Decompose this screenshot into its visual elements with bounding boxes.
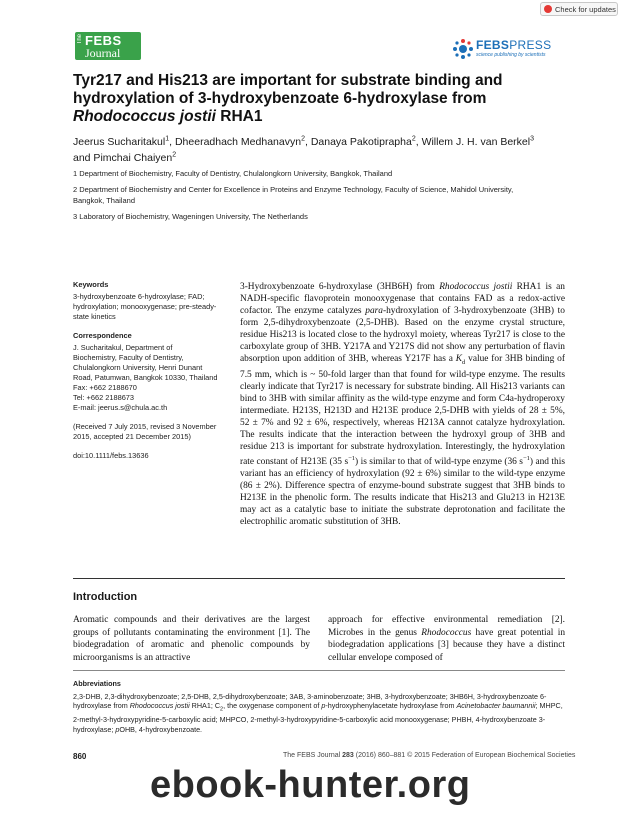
check-for-updates-label: Check for updates <box>555 4 616 14</box>
section-divider <box>73 578 565 579</box>
crossmark-icon <box>544 5 552 13</box>
received-block <box>73 422 233 442</box>
logo-journal: Journal <box>85 46 121 60</box>
abbreviations-divider <box>73 670 565 671</box>
received-line: 2015, accepted 21 December 2015) <box>73 432 191 441</box>
affiliation: 3 Laboratory of Biochemistry, Wageningen University, The Netherlands <box>73 212 308 221</box>
introduction-heading: Introduction <box>73 591 138 603</box>
logo-febs: FEBS <box>85 33 122 48</box>
article-title <box>73 72 573 126</box>
title-strain: RHA1 <box>215 108 263 125</box>
keywords-line: 3-hydroxybenzoate 6-hydroxylase; FAD; <box>73 292 205 301</box>
watermark: ebook-hunter.org <box>150 764 471 806</box>
correspondence-block <box>73 331 233 413</box>
febs-journal-logo <box>75 32 141 60</box>
keywords-line: state kinetics <box>73 312 116 321</box>
correspondence-line: J. Sucharitakul, Department of <box>73 343 173 352</box>
correspondence-line: Road, Patumwan, Bangkok 10330, Thailand <box>73 373 218 382</box>
febs-press-logo <box>452 38 557 64</box>
title-line-3 <box>73 108 573 126</box>
affiliation: 2 Department of Biochemistry and Center for Excellence in Proteins and Enzyme Technology, Faculty of Science, Mahidol University, <box>73 185 514 194</box>
correspondence-tel: Tel: +662 2188673 <box>73 393 135 402</box>
abstract: 3-Hydroxybenzoate 6-hydroxylase (3HB6H) from Rhodococcus jostii RHA1 is an NADH-specific flavoprotein monooxygenase that contains FAD as a redox-active cofactor. The enzyme catalyzes para-hydroxylation of 3-hydroxybenzoate (3HB) to form 2,5-dihydroxybenzoate (2,5-DHB). Based on the enzyme crystal structure, residue His213 is located close to the hydroxyl moiety, whereas Tyr217 is close to the carboxylate group of 3HB. Y217A and Y217S did not show any perturbation of flavin absorption upon addition of 3HB, whereas Y217F has a $K_d$ value for 3HB binding of 7.5 mm, which is ~ 50-fold larger than that found for wild-type enzyme. The results clearly indicate that Tyr217 is necessary for substrate binding. All His213 variants can bind to 3HB with similar affinity as the wild-type enzyme and form C4a-hydroperoxy intermediate. H213S, H213D and H213E produce 2,5-DHB with yields of 28 ± 5%, 52 ± 7% and 92 ± 6%, respectively, whereas H213A cannot catalyze hydroxylation. The results indicate that the interaction between the hydroxyl group of 3HB and residue 213 is important for substrate hydroxylation. Interestingly, the hydroxylation rate constant of H213E (35 $s^{-1}$) is similar to that of wild-type enzyme (36 $s^{-1}$) and this variant has an efficiency of hydroxylation (92 ± 6%) similar to the wild-type enzyme (86 ± 2%). Difference spectra of enzyme-bound substrate suggest that 3HB binds to H213E in the phenolic form. The results indicate that His213 and Glu213 in H213E may act as a catalytic base to initiate the substrate deprotonation and facilitate the electrophilic aromatic substitution of 3HB. <box>240 282 565 527</box>
title-species: Rhodococcus jostii <box>73 108 216 125</box>
keywords-line: hydroxylation; monooxygenase; pre-steady- <box>73 302 217 311</box>
author: and Pimchai Chaiyen$^2$ <box>73 151 177 164</box>
author: Danaya Pakotiprapha$^2$, <box>310 135 422 148</box>
introduction-column-2: approach for effective environmental remediation [2]. Microbes in the genus Rhodococcus have great potential in biodegradation applications [3] because they have a distinct cellular envelope composed of <box>328 615 566 663</box>
press-tagline: science publishing by scientists <box>476 52 546 58</box>
affiliations <box>73 168 573 222</box>
press-name: FEBSPRESS <box>476 38 552 52</box>
author: Willem J. H. van Berkel$^3$ <box>421 135 534 148</box>
title-line-1: Tyr217 and His213 are important for substrate binding and <box>73 72 503 89</box>
affiliation: 1 Department of Biochemistry, Faculty of Dentistry, Chulalongkorn University, Bangkok, Thailand <box>73 169 393 178</box>
keywords-block <box>73 280 233 322</box>
page-number: 860 <box>73 752 87 761</box>
abbreviations-text: 2,3-DHB, 2,3-dihydroxybenzoate; 2,5-DHB, 2,5-dihydroxybenzoate; 3AB, 3-aminobenzoate; 3HB, 3-hydroxybenzoate; 3HB6H, 3-hydroxybenzoate 6-hydroxylase from Rhodococcus jostii RHA1; $C_2$, the oxygenase component of p-hydroxyphenylacetate hydroxylase from Acinetobacter baumannii; MHPC, 2-methyl-3-hydroxypyridine-5-carboxylic acid; MHPCO, 2-methyl-3-hydroxypyridine-5-carboxylic acid monooxygenase; PHBH, 4-hydroxybenzoate 3-hydroxylase; pOHB, 4-hydroxybenzoate. <box>73 691 563 734</box>
affiliation: Bangkok, Thailand <box>73 196 135 205</box>
febs-press-dots-icon <box>452 38 474 60</box>
author: Dheeradhach Medhanavyn$^2$, <box>174 135 311 148</box>
author-list <box>73 132 573 165</box>
logo-the: The <box>77 34 83 45</box>
check-for-updates-button[interactable] <box>540 2 618 16</box>
abbreviations <box>73 679 563 734</box>
author: Jeerus Sucharitakul$^1$, <box>73 135 175 148</box>
correspondence-line: Biochemistry, Faculty of Dentistry, <box>73 353 184 362</box>
article-sidebar <box>73 280 233 461</box>
journal-citation: The FEBS Journal 283 (2016) 860–881 © 2015 Federation of European Biochemical Societies <box>283 752 576 759</box>
received-line: (Received 7 July 2015, revised 3 November <box>73 422 217 431</box>
correspondence-heading: Correspondence <box>73 331 132 340</box>
keywords-heading: Keywords <box>73 280 109 289</box>
correspondence-email[interactable]: E-mail: jeerus.s@chula.ac.th <box>73 403 168 412</box>
abbreviations-heading: Abbreviations <box>73 679 121 688</box>
title-line-2: hydroxylation of 3-hydroxybenzoate 6-hydroxylase from <box>73 90 487 107</box>
correspondence-fax: Fax: +662 2188670 <box>73 383 137 392</box>
correspondence-line: Chulalongkorn University, Henri Dunant <box>73 363 203 372</box>
doi-link[interactable]: doi:10.1111/febs.13636 <box>73 451 149 460</box>
introduction-column-1: Aromatic compounds and their derivatives are the largest groups of pollutants contaminating the environment [1]. The biodegradation of aromatic and phenolic compounds by microorganisms is an attractive <box>73 615 310 663</box>
